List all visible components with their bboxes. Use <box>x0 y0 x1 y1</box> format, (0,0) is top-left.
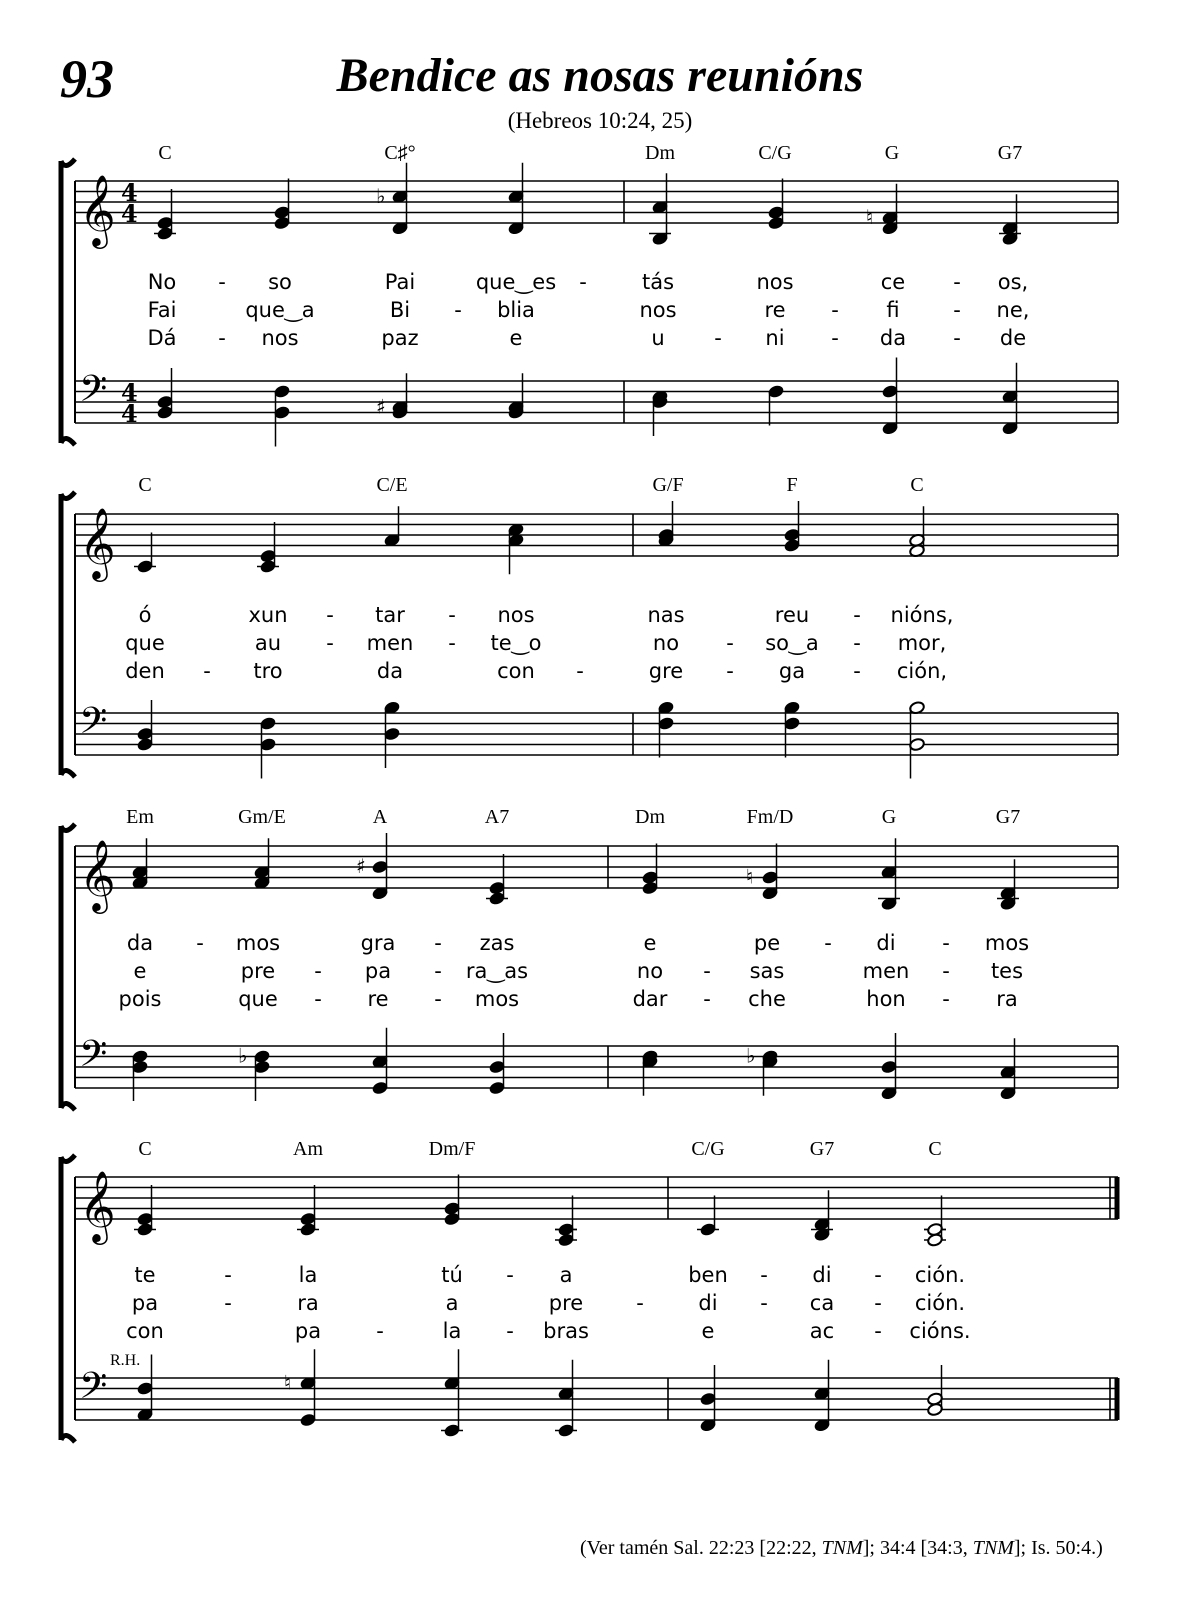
lyric-syllable-verse-2: - <box>636 1291 644 1315</box>
lyric-syllable-verse-1: a <box>559 1263 573 1287</box>
right-hand-marking: R.H. <box>110 1352 141 1369</box>
lyric-syllable-verse-3: ga <box>778 659 806 683</box>
sharp-accidental-icon: ♯ <box>356 854 366 878</box>
lyric-syllable-verse-3: hon <box>866 987 906 1011</box>
hymn-title: Bendice as nosas reunións <box>336 49 864 102</box>
lyric-syllable-verse-1: - <box>434 931 442 955</box>
lyric-syllable-verse-1: - <box>953 270 961 294</box>
lyric-syllable-verse-3: bras <box>543 1319 589 1343</box>
lyric-syllable-verse-2: a <box>445 1291 459 1315</box>
scripture-reference: (Hebreos 10:24, 25) <box>507 108 693 133</box>
system-1-bracket <box>61 159 75 445</box>
lyric-syllable-verse-1: pe <box>753 931 781 955</box>
lyric-syllable-verse-2: ra‿as <box>465 959 529 983</box>
lyric-syllable-verse-2: te‿o <box>490 631 542 655</box>
chord-symbol: C/E <box>376 474 408 496</box>
lyric-syllable-verse-1: te <box>134 1263 156 1287</box>
lyric-syllable-verse-2: Bi <box>389 298 411 322</box>
lyric-syllable-verse-2: fi <box>886 298 900 322</box>
lyric-syllable-verse-2: - <box>726 631 734 655</box>
lyric-syllable-verse-1: ó <box>138 603 152 627</box>
chord-symbol: Dm/F <box>428 1138 476 1160</box>
lyric-syllable-verse-1: - <box>506 1263 514 1287</box>
time-signature-bass-top: 4 <box>121 378 138 407</box>
lyric-syllable-verse-2: - <box>703 959 711 983</box>
lyric-syllable-verse-2: mor, <box>897 631 947 655</box>
system-4-bracket <box>61 1155 75 1442</box>
chord-symbol: C <box>910 474 924 496</box>
chord-symbol: G/F <box>652 474 684 496</box>
lyric-syllable-verse-2: men <box>862 959 910 983</box>
lyric-syllable-verse-3: - <box>506 1319 514 1343</box>
lyric-syllable-verse-2: blia <box>497 298 535 322</box>
flat-accidental-icon: ♭ <box>238 1043 248 1068</box>
bass-clef-2: 𝄢 <box>79 700 108 751</box>
lyric-syllable-verse-2: - <box>434 959 442 983</box>
lyric-syllable-verse-3: - <box>314 987 322 1011</box>
lyric-syllable-verse-2: re <box>764 298 786 322</box>
chord-symbol: Dm <box>645 142 675 164</box>
hymn-number: 93 <box>60 49 114 109</box>
lyric-syllable-verse-3: re <box>367 987 389 1011</box>
chord-symbol: G7 <box>995 806 1021 828</box>
lyric-syllable-verse-3: que <box>238 987 278 1011</box>
system-2-bracket <box>61 492 75 777</box>
chord-symbol: C <box>928 1138 942 1160</box>
lyric-syllable-verse-3: - <box>953 326 961 350</box>
chord-symbol: G <box>884 142 900 164</box>
lyric-syllable-verse-2: men <box>366 631 414 655</box>
lyric-syllable-verse-1: ción. <box>914 1263 966 1287</box>
sharp-accidental-icon: ♯ <box>376 394 386 419</box>
lyric-syllable-verse-1: nións, <box>890 603 954 627</box>
lyric-syllable-verse-1: so <box>268 270 292 294</box>
lyric-syllable-verse-1: ben <box>688 1263 728 1287</box>
lyric-syllable-verse-2: - <box>942 959 950 983</box>
footnote-part1: (Ver tamén Sal. 22:23 [22:22, <box>580 1537 822 1559</box>
lyric-syllable-verse-1: Pai <box>384 270 416 294</box>
lyric-syllable-verse-3: pois <box>118 987 162 1011</box>
lyric-syllable-verse-2: ne, <box>996 298 1030 322</box>
lyric-syllable-verse-2: di <box>698 1291 718 1315</box>
lyric-syllable-verse-3: pa <box>294 1319 322 1343</box>
lyric-syllable-verse-1: tar <box>375 603 405 627</box>
lyric-syllable-verse-3: cións. <box>909 1319 971 1343</box>
treble-clef-2: 𝄞 <box>79 506 116 579</box>
chord-symbol: F <box>786 474 798 496</box>
lyric-syllable-verse-3: - <box>576 659 584 683</box>
footnote <box>580 1537 1103 1560</box>
lyric-syllable-verse-3: - <box>853 659 861 683</box>
lyric-syllable-verse-2: - <box>224 1291 232 1315</box>
lyric-syllable-verse-1: - <box>448 603 456 627</box>
bass-clef-1: 𝄢 <box>79 368 108 419</box>
lyric-syllable-verse-1: tú <box>441 1263 463 1287</box>
chord-symbol: A7 <box>484 806 510 828</box>
lyric-syllable-verse-3: la <box>442 1319 462 1343</box>
lyric-syllable-verse-3: e <box>509 326 523 350</box>
nat-accidental-icon: ♮ <box>866 204 874 229</box>
lyric-syllable-verse-3: - <box>726 659 734 683</box>
chord-symbol: Gm/E <box>238 806 286 828</box>
lyric-syllable-verse-2: no <box>652 631 680 655</box>
lyric-syllable-verse-3: paz <box>381 326 419 350</box>
lyric-syllable-verse-3: da <box>879 326 907 350</box>
lyric-syllable-verse-3: - <box>874 1319 882 1343</box>
time-signature-treble-top: 4 <box>121 178 138 207</box>
lyric-syllable-verse-2: ra <box>297 1291 319 1315</box>
lyric-syllable-verse-3: - <box>376 1319 384 1343</box>
lyric-syllable-verse-1: tás <box>641 270 675 294</box>
lyric-syllable-verse-1: di <box>876 931 896 955</box>
chord-symbol: G7 <box>997 142 1023 164</box>
lyric-syllable-verse-1: mos <box>235 931 281 955</box>
time-signature-treble-bottom: 4 <box>121 199 138 228</box>
lyric-syllable-verse-3: - <box>703 987 711 1011</box>
lyric-syllable-verse-1: nas <box>647 603 685 627</box>
lyric-syllable-verse-3: - <box>942 987 950 1011</box>
lyric-syllable-verse-1: e <box>643 931 657 955</box>
lyric-syllable-verse-3: ra <box>996 987 1018 1011</box>
lyric-syllable-verse-3: che <box>748 987 786 1011</box>
lyric-syllable-verse-3: de <box>999 326 1027 350</box>
lyric-syllable-verse-3: ni <box>765 326 785 350</box>
bass-clef-4: 𝄢 <box>79 1365 108 1416</box>
lyric-syllable-verse-2: ca <box>809 1291 835 1315</box>
lyric-syllable-verse-3: u <box>651 326 665 350</box>
footnote-part3: ]; Is. 50:4.) <box>1013 1537 1103 1559</box>
treble-clef-4: 𝄞 <box>79 1169 116 1242</box>
lyric-syllable-verse-1: da <box>126 931 154 955</box>
chord-symbol: C♯° <box>384 142 416 164</box>
chord-symbol: C <box>158 142 172 164</box>
flat-accidental-icon: ♭ <box>376 183 386 208</box>
lyric-syllable-verse-1: - <box>218 270 226 294</box>
lyric-syllable-verse-3: - <box>434 987 442 1011</box>
lyric-syllable-verse-2: e <box>133 959 147 983</box>
lyric-syllable-verse-3: da <box>376 659 404 683</box>
lyric-syllable-verse-2: ción. <box>914 1291 966 1315</box>
lyric-syllable-verse-2: que‿a <box>245 298 315 322</box>
lyric-syllable-verse-1: que‿es <box>475 270 557 294</box>
lyric-syllable-verse-2: - <box>831 298 839 322</box>
lyric-syllable-verse-1: ce <box>880 270 906 294</box>
lyric-syllable-verse-2: - <box>874 1291 882 1315</box>
chord-symbol: Em <box>126 806 154 828</box>
lyric-syllable-verse-1: - <box>824 931 832 955</box>
lyric-syllable-verse-2: - <box>760 1291 768 1315</box>
lyric-syllable-verse-1: - <box>196 931 204 955</box>
chord-symbol: C/G <box>691 1138 725 1160</box>
nat-accidental-icon: ♮ <box>284 1370 292 1395</box>
lyric-syllable-verse-3: ción, <box>896 659 948 683</box>
lyric-syllable-verse-3: tro <box>253 659 283 683</box>
lyric-syllable-verse-2: - <box>326 631 334 655</box>
chord-symbol: C <box>138 474 152 496</box>
lyric-syllable-verse-3: - <box>714 326 722 350</box>
lyric-syllable-verse-1: - <box>874 1263 882 1287</box>
chord-symbol: A <box>372 806 388 828</box>
footnote-part2: ]; 34:4 [34:3, <box>862 1537 973 1559</box>
lyric-syllable-verse-2: - <box>314 959 322 983</box>
lyric-syllable-verse-2: no <box>636 959 664 983</box>
lyric-syllable-verse-1: - <box>579 270 587 294</box>
lyric-syllable-verse-1: - <box>942 931 950 955</box>
lyric-syllable-verse-2: nos <box>639 298 677 322</box>
lyric-syllable-verse-2: sas <box>749 959 785 983</box>
footnote-tnm1: TNM <box>821 1537 863 1559</box>
lyric-syllable-verse-3: - <box>831 326 839 350</box>
chord-symbol: Fm/D <box>746 806 794 828</box>
lyric-syllable-verse-2: - <box>454 298 462 322</box>
time-signature-bass-bottom: 4 <box>121 399 138 428</box>
chord-symbol: C/G <box>758 142 792 164</box>
lyric-syllable-verse-1: - <box>326 603 334 627</box>
treble-clef-1: 𝄞 <box>79 173 116 246</box>
lyric-syllable-verse-3: gre <box>648 659 684 683</box>
lyric-syllable-verse-2: au <box>254 631 282 655</box>
chord-symbol: Am <box>293 1138 323 1160</box>
lyric-syllable-verse-2: - <box>448 631 456 655</box>
lyric-syllable-verse-1: os, <box>997 270 1029 294</box>
lyric-syllable-verse-3: Dá <box>147 326 177 350</box>
lyric-syllable-verse-3: e <box>701 1319 715 1343</box>
lyric-syllable-verse-3: mos <box>474 987 520 1011</box>
lyric-syllable-verse-3: den <box>125 659 165 683</box>
lyric-syllable-verse-1: mos <box>984 931 1030 955</box>
lyric-syllable-verse-1: gra <box>360 931 396 955</box>
lyric-syllable-verse-3: - <box>218 326 226 350</box>
lyric-syllable-verse-2: so‿a <box>765 631 819 655</box>
lyric-syllable-verse-1: - <box>760 1263 768 1287</box>
footnote-tnm2: TNM <box>972 1537 1014 1559</box>
lyric-syllable-verse-2: pre <box>548 1291 584 1315</box>
lyric-syllable-verse-2: pa <box>364 959 392 983</box>
lyric-syllable-verse-3: nos <box>261 326 299 350</box>
lyric-syllable-verse-1: xun <box>248 603 288 627</box>
treble-clef-3: 𝄞 <box>79 838 116 911</box>
lyric-syllable-verse-3: - <box>203 659 211 683</box>
lyric-syllable-verse-2: - <box>853 631 861 655</box>
lyric-syllable-verse-1: No <box>147 270 177 294</box>
lyric-syllable-verse-2: - <box>953 298 961 322</box>
lyric-syllable-verse-1: - <box>224 1263 232 1287</box>
lyric-syllable-verse-2: que <box>125 631 165 655</box>
chord-symbol: C <box>138 1138 152 1160</box>
lyric-syllable-verse-1: nos <box>497 603 535 627</box>
lyric-syllable-verse-3: ac <box>809 1319 835 1343</box>
nat-accidental-icon: ♮ <box>746 864 754 889</box>
lyric-syllable-verse-1: la <box>298 1263 318 1287</box>
lyric-syllable-verse-3: con <box>497 659 535 683</box>
lyric-syllable-verse-2: Fai <box>147 298 177 322</box>
lyric-syllable-verse-1: - <box>853 603 861 627</box>
lyric-syllable-verse-3: con <box>126 1319 164 1343</box>
chord-symbol: Dm <box>635 806 665 828</box>
lyric-syllable-verse-2: pre <box>240 959 276 983</box>
system-3-bracket <box>61 824 75 1110</box>
bass-clef-3: 𝄢 <box>79 1033 108 1084</box>
flat-accidental-icon: ♭ <box>746 1043 756 1068</box>
lyric-syllable-verse-2: tes <box>990 959 1024 983</box>
lyric-syllable-verse-2: pa <box>131 1291 159 1315</box>
chord-symbol: G <box>881 806 897 828</box>
lyric-syllable-verse-1: nos <box>756 270 794 294</box>
chord-symbol: G7 <box>809 1138 835 1160</box>
lyric-syllable-verse-1: zas <box>479 931 515 955</box>
lyric-syllable-verse-1: di <box>812 1263 832 1287</box>
lyric-syllable-verse-3: dar <box>632 987 668 1011</box>
lyric-syllable-verse-1: reu <box>774 603 810 627</box>
